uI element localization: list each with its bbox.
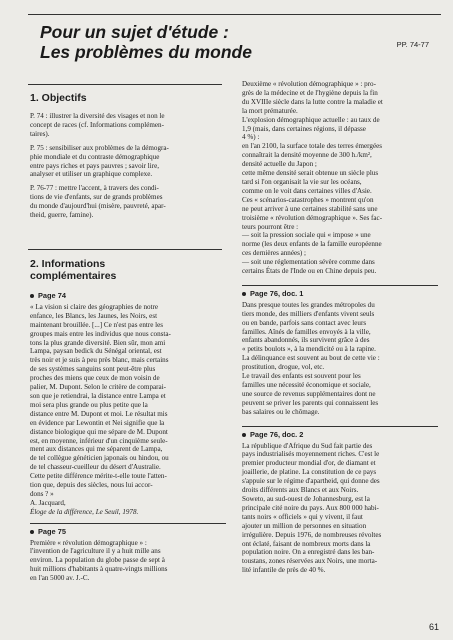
title-line-1: Pour un sujet d'étude : — [40, 22, 229, 42]
text-line: Cette petite différence mérite-t-elle toute l'atten- — [30, 472, 167, 481]
text-line: la mort prématurée. — [242, 106, 298, 115]
page-range: PP. 74-77 — [396, 40, 429, 49]
text-line: L'explosion démographique actuelle : au taux de — [242, 115, 380, 124]
text-line: familles une nécessité économique et sociale, — [242, 381, 371, 389]
text-line: très noir et je suis à peu près blanc, mais certains — [30, 356, 169, 365]
text-line: son que je retiendrai, la distance entre Lampa et — [30, 391, 166, 400]
text-line: premier producteur mondial d'or, de diamant et — [242, 459, 376, 468]
text-line: ajouter un million de personnes en situation — [242, 521, 367, 530]
doc1-text — [242, 301, 438, 417]
text-line: de ses systèmes sanguins sont peut-être plus — [30, 365, 156, 374]
text-line: entre pays riches et pays pauvres ; savoir lire, — [30, 161, 160, 170]
doc1-rule — [242, 285, 438, 286]
text-line: moi sera plus grande ou plus petite que la — [30, 400, 148, 409]
text-line: prostitution, drogue, vol, etc. — [242, 363, 325, 372]
text-line: une source de revenus supplémentaires dont ne — [242, 389, 376, 398]
text-line: grès de la médecine et de l'hygiène depuis la fin — [242, 88, 378, 97]
text-line: en l'an 5000 av. J.-C. — [30, 574, 90, 583]
text-line: tons la plus grande diversité. Bien sûr, mon ami — [30, 338, 166, 347]
bullet-icon — [30, 294, 34, 298]
page-number: 61 — [428, 622, 439, 632]
page74-source: Éloge de la différence, Le Seuil, 1978. — [30, 507, 139, 516]
page74-heading — [30, 292, 226, 301]
text-line: groupes mais entre les individus que nous consta- — [30, 329, 171, 338]
text-line: de tel collègue généticien japonais ou hindou, ou — [30, 454, 169, 463]
text-line: P. 74 : illustrer la diversité des visages et non le — [30, 112, 165, 120]
text-line: 4 %) : — [242, 133, 260, 142]
text-line: distance biologique qui me sépare de M. Dupont — [30, 427, 168, 436]
text-line: population noire. On a enregistré dans les ban- — [242, 548, 375, 557]
text-line: tants noirs « officiels » qui y vivent, il faut — [242, 512, 363, 521]
text-line: enfance, les Blancs, les Jaunes, les Noirs, est — [30, 311, 158, 320]
section-1-rule — [28, 84, 222, 85]
bullet-icon — [242, 433, 246, 437]
text-line: familles. Aînés de familles envoyés à la ville, — [242, 327, 371, 336]
text-line: toustans, zones réservées aux Noirs, une morta- — [242, 557, 378, 566]
section-2-rule — [28, 249, 222, 250]
text-line: tard si l'on organisait la vie sur les océans, — [242, 177, 362, 186]
text-line: norme (les deux enfants de la famille européenne — [242, 240, 382, 249]
text-line: pays industrialisés moyennement riches. C'est le — [242, 450, 380, 459]
page75-label: Page 75 — [38, 526, 66, 536]
page75-text — [30, 539, 226, 584]
text-line: ne peut arriver à une certaines stabilité sans une — [242, 204, 378, 213]
text-line: distance entre M. Dupont et moi. Le résultat mis — [30, 409, 168, 418]
doc2-rule — [242, 426, 438, 427]
demography-text — [242, 80, 438, 276]
text-line: La délinquance est souvent au bout de cette vie : — [242, 354, 380, 363]
page74-author: A. Jacquard, — [30, 498, 66, 507]
text-line: theid, guerre, famine). — [30, 211, 94, 220]
text-line: analyser et utiliser un graphique complexe. — [30, 170, 153, 179]
text-line: joaillerie, de platine. La constitution de ce pays — [242, 468, 377, 477]
text-line: est, en moyenne, inférieur d'un cinquième seule- — [30, 436, 168, 445]
page74-block — [30, 292, 226, 583]
text-line: droits différents aux Blancs et aux Noirs. — [242, 486, 359, 495]
doc2-label: Page 76, doc. 2 — [250, 429, 304, 439]
right-column — [242, 80, 438, 575]
section-2-heading-line-1: 2. Informations — [30, 258, 106, 270]
text-line: ou en bande, parfois sans contact avec leurs — [242, 318, 367, 327]
text-line: en évidence par Lewontin et Nei signifie que la — [30, 418, 165, 427]
text-line: 1,9 (mais, dans certaines régions, il dépasse — [242, 124, 366, 133]
text-line: « La vision si claire des géographies de notre — [30, 302, 159, 311]
text-line: huit millions d'habitants à quatre-vingts millions — [30, 565, 168, 574]
page74-quote — [30, 303, 226, 499]
text-line: Ces « scénarios-catastrophes » montrent qu'on — [242, 195, 374, 204]
text-line: certains États de l'Inde ou en Chine depuis peu. — [242, 267, 377, 276]
text-line: ont éclaté, faisant de nombreux morts dans la — [242, 539, 371, 548]
text-line: P. 76-77 : mettre l'accent, à travers des condi- — [30, 184, 159, 193]
page-title — [40, 22, 340, 62]
text-line: P. 75 : sensibiliser aux problèmes de la démogra- — [30, 143, 169, 152]
text-line: connaîtrait la densité moyenne de 300 h./km², — [242, 151, 372, 160]
text-line: peuvent se priver les parents qui connaissent les — [242, 398, 379, 407]
text-line: troisième « révolution démographique ». Ses fac- — [242, 213, 383, 222]
doc2-heading — [242, 431, 438, 440]
text-line: phie mondiale et du contraste démographique — [30, 152, 160, 161]
text-line: palier, M. Dupont. Selon le critère de comparai- — [30, 383, 167, 392]
text-line: comme on le voit dans certaines villes d'Asie. — [242, 186, 372, 195]
page75-rule — [30, 523, 226, 524]
text-line: Lampa, paysan bedick du Sénégal oriental, est — [30, 347, 162, 356]
text-line: densité actuelle du Japon ; — [242, 160, 317, 169]
text-line: enfants abandonnés, ils survivent grâce à des — [242, 336, 370, 345]
section-1-heading: 1. Objectifs — [30, 92, 87, 104]
text-line: maintenant brouillée. [...] Ce n'est pas entre les — [30, 320, 164, 329]
section-2-heading — [30, 258, 116, 282]
text-line: de tel chasseur-cueilleur du désert d'Australie. — [30, 463, 161, 472]
text-line: ces dernières années) ; — [242, 249, 307, 258]
bullet-icon — [242, 292, 246, 296]
objectifs-text — [30, 112, 226, 220]
section-2-heading-line-2: complémentaires — [30, 270, 117, 282]
text-line: cette même densité serait obtenue un siècle plus — [242, 169, 379, 178]
text-line: tiers monde, des milliers d'enfants vivent seuls — [242, 309, 375, 318]
doc1-heading — [242, 290, 438, 299]
text-line: tion que, depuis des siècles, nous lui accor- — [30, 481, 153, 490]
text-line: bas salaires ou le chômage. — [242, 407, 320, 416]
page74-label: Page 74 — [38, 291, 66, 300]
text-line: tions de vie d'enfants, sur de grands problèmes — [30, 193, 163, 202]
bullet-icon — [30, 530, 34, 534]
text-line: environ. La population du globe passe de sept à — [30, 556, 165, 565]
text-line: concept de races (cf. Informations complémen- — [30, 120, 164, 129]
text-line: du XVIIIe siècle dans la lutte contre la maladie et — [242, 97, 383, 106]
text-line: La république d'Afrique du Sud fait partie des — [242, 441, 373, 450]
doc1-label: Page 76, doc. 1 — [250, 288, 304, 298]
text-line: proches des miens que ceux de mon voisin de — [30, 374, 160, 383]
text-line: Deuxième « révolution démographique » : pro- — [242, 80, 376, 88]
top-rule — [28, 14, 441, 15]
text-line: Soweto, au sud-ouest de Johannesburg, est la — [242, 494, 370, 503]
text-line: irrégulière. Depuis 1976, de nombreuses révoltes — [242, 530, 382, 539]
text-line: — soit une réglementation sévère comme dans — [242, 258, 375, 267]
text-line: Dans presque toutes les grandes métropoles du — [242, 300, 375, 309]
title-line-2: Les problèmes du monde — [40, 42, 252, 62]
text-line: taires). — [30, 129, 50, 138]
text-line: principale cité noire du pays. Aux 800 000 habi- — [242, 503, 379, 512]
text-line: du monde d'aujourd'hui (misère, pauvreté, apar- — [30, 202, 166, 211]
text-line: teurs pourront être : — [242, 222, 299, 231]
text-line: — soit la pression sociale qui « impose » une — [242, 231, 371, 240]
text-line: Première « révolution démographique » : — [30, 538, 147, 547]
text-line: lité infantile de près de 40 %. — [242, 566, 326, 575]
text-line: s'appuie sur le régime d'apartheid, qui donne des — [242, 477, 380, 486]
text-line: « petits boulots », à la mendicité ou à la rapine. — [242, 345, 376, 354]
text-line: en l'an 2100, la surface totale des terres émergées — [242, 142, 383, 151]
doc2-text — [242, 442, 438, 576]
text-line: dons ? » — [30, 489, 54, 498]
text-line: Le travail des enfants est souvent pour les — [242, 372, 361, 381]
page75-heading — [30, 528, 226, 537]
text-line: ment aux distances qui me séparent de Lampa, — [30, 445, 163, 454]
text-line: l'invention de l'agriculture il y a huit mille ans — [30, 547, 161, 556]
